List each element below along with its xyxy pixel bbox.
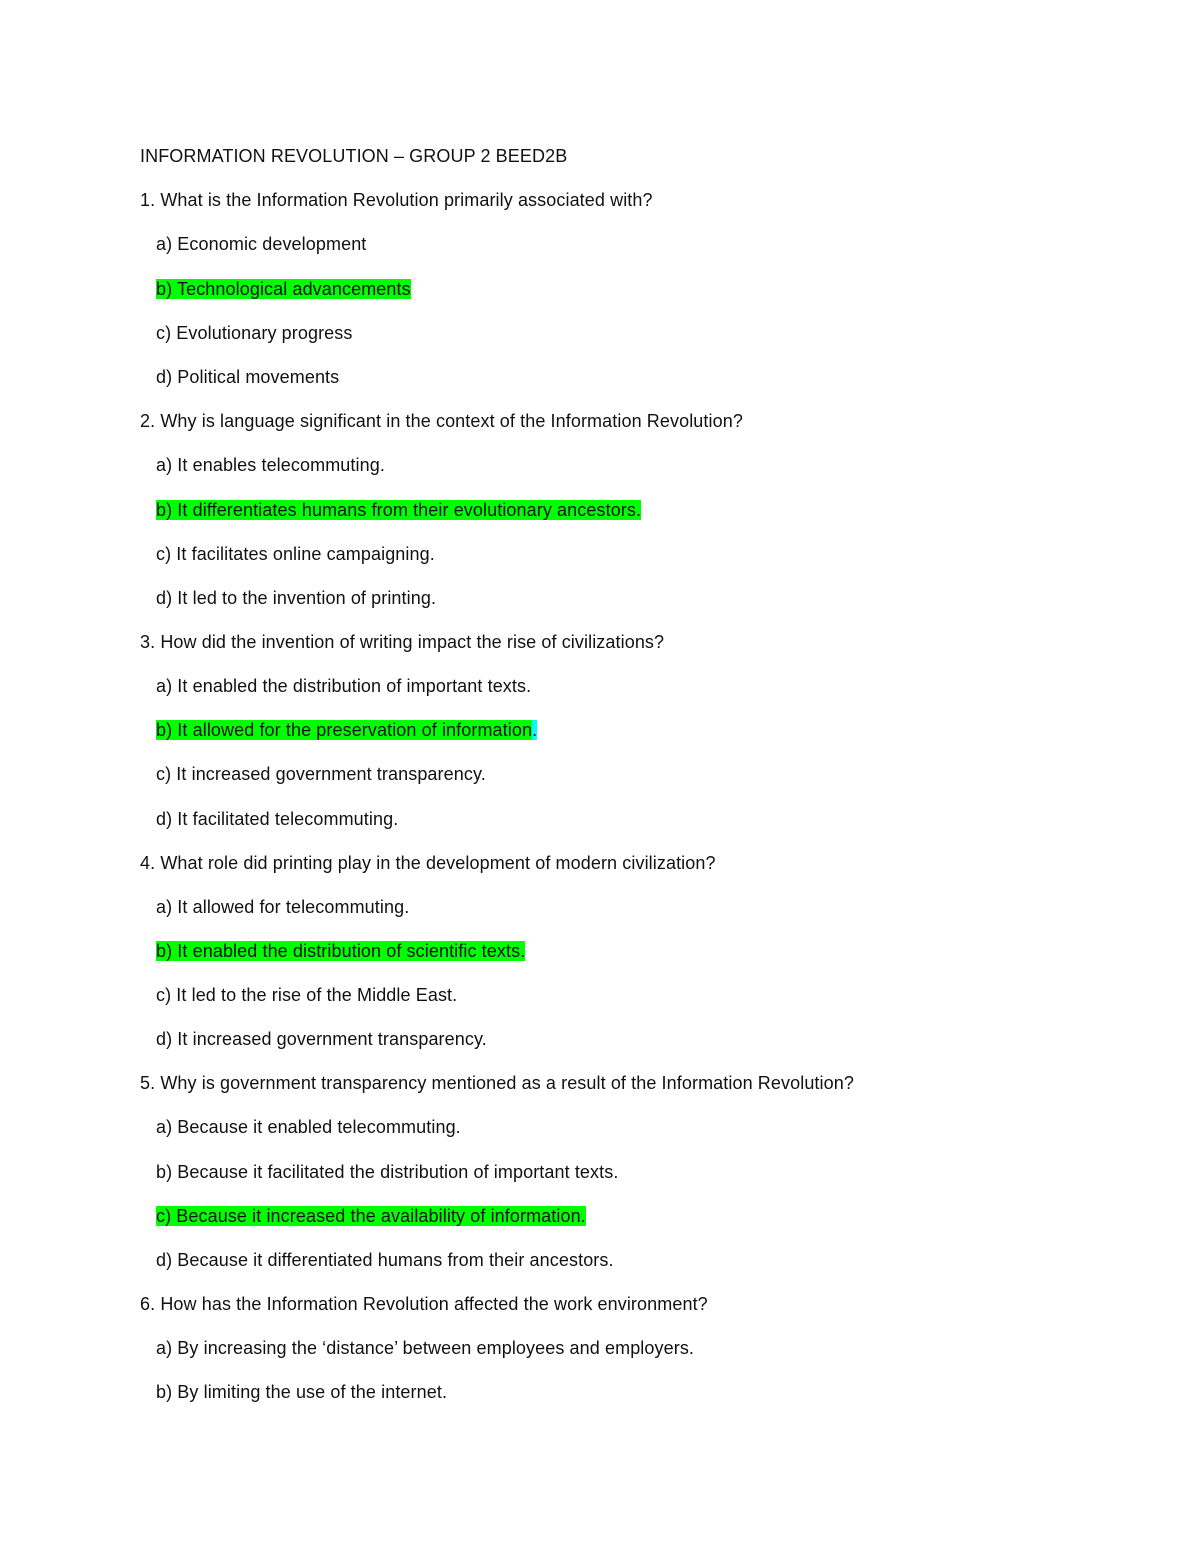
- option-2b-answer: [156, 498, 641, 522]
- answer-highlight-period: .: [532, 720, 538, 740]
- question-5: 5. Why is government transparency mentioned as a result of the Information Revolution?: [140, 1073, 854, 1093]
- answer-highlight: b) It allowed for the preservation of information: [156, 720, 533, 740]
- option-4d: d) It increased government transparency.: [156, 1029, 487, 1049]
- option-1a: a) Economic development: [156, 234, 367, 254]
- option-4c: c) It led to the rise of the Middle East.: [156, 985, 458, 1005]
- question-2: 2. Why is language significant in the context of the Information Revolution?: [140, 411, 743, 431]
- question-1: 1. What is the Information Revolution primarily associated with?: [140, 190, 653, 210]
- option-5c-answer: [156, 1204, 586, 1228]
- option-4a: a) It allowed for telecommuting.: [156, 897, 410, 917]
- answer-highlight: b) It differentiates humans from their evolutionary ancestors.: [156, 500, 642, 520]
- option-4b-answer: [156, 939, 525, 963]
- option-5a: a) Because it enabled telecommuting.: [156, 1117, 461, 1137]
- answer-highlight: c) Because it increased the availability of information.: [156, 1206, 586, 1226]
- option-3b-answer: [156, 718, 537, 742]
- option-2d: d) It led to the invention of printing.: [156, 588, 437, 608]
- question-6: 6. How has the Information Revolution affected the work environment?: [140, 1294, 708, 1314]
- option-6b: b) By limiting the use of the internet.: [156, 1382, 448, 1402]
- document-title: INFORMATION REVOLUTION – GROUP 2 BEED2B: [140, 146, 568, 166]
- question-4: 4. What role did printing play in the development of modern civilization?: [140, 853, 716, 873]
- answer-highlight: b) It enabled the distribution of scientific texts.: [156, 941, 526, 961]
- option-1b-answer: [156, 277, 411, 301]
- question-3: 3. How did the invention of writing impact the rise of civilizations?: [140, 632, 665, 652]
- option-3d: d) It facilitated telecommuting.: [156, 809, 399, 829]
- answer-highlight: b) Technological advancements: [156, 279, 411, 299]
- option-1d: d) Political movements: [156, 367, 340, 387]
- option-5d: d) Because it differentiated humans from their ancestors.: [156, 1250, 614, 1270]
- option-6a: a) By increasing the ‘distance’ between employees and employers.: [156, 1338, 695, 1358]
- option-1c: c) Evolutionary progress: [156, 323, 353, 343]
- option-2a: a) It enables telecommuting.: [156, 455, 385, 475]
- option-5b: b) Because it facilitated the distribution of important texts.: [156, 1162, 619, 1182]
- option-2c: c) It facilitates online campaigning.: [156, 544, 435, 564]
- option-3a: a) It enabled the distribution of important texts.: [156, 676, 532, 696]
- option-3c: c) It increased government transparency.: [156, 764, 486, 784]
